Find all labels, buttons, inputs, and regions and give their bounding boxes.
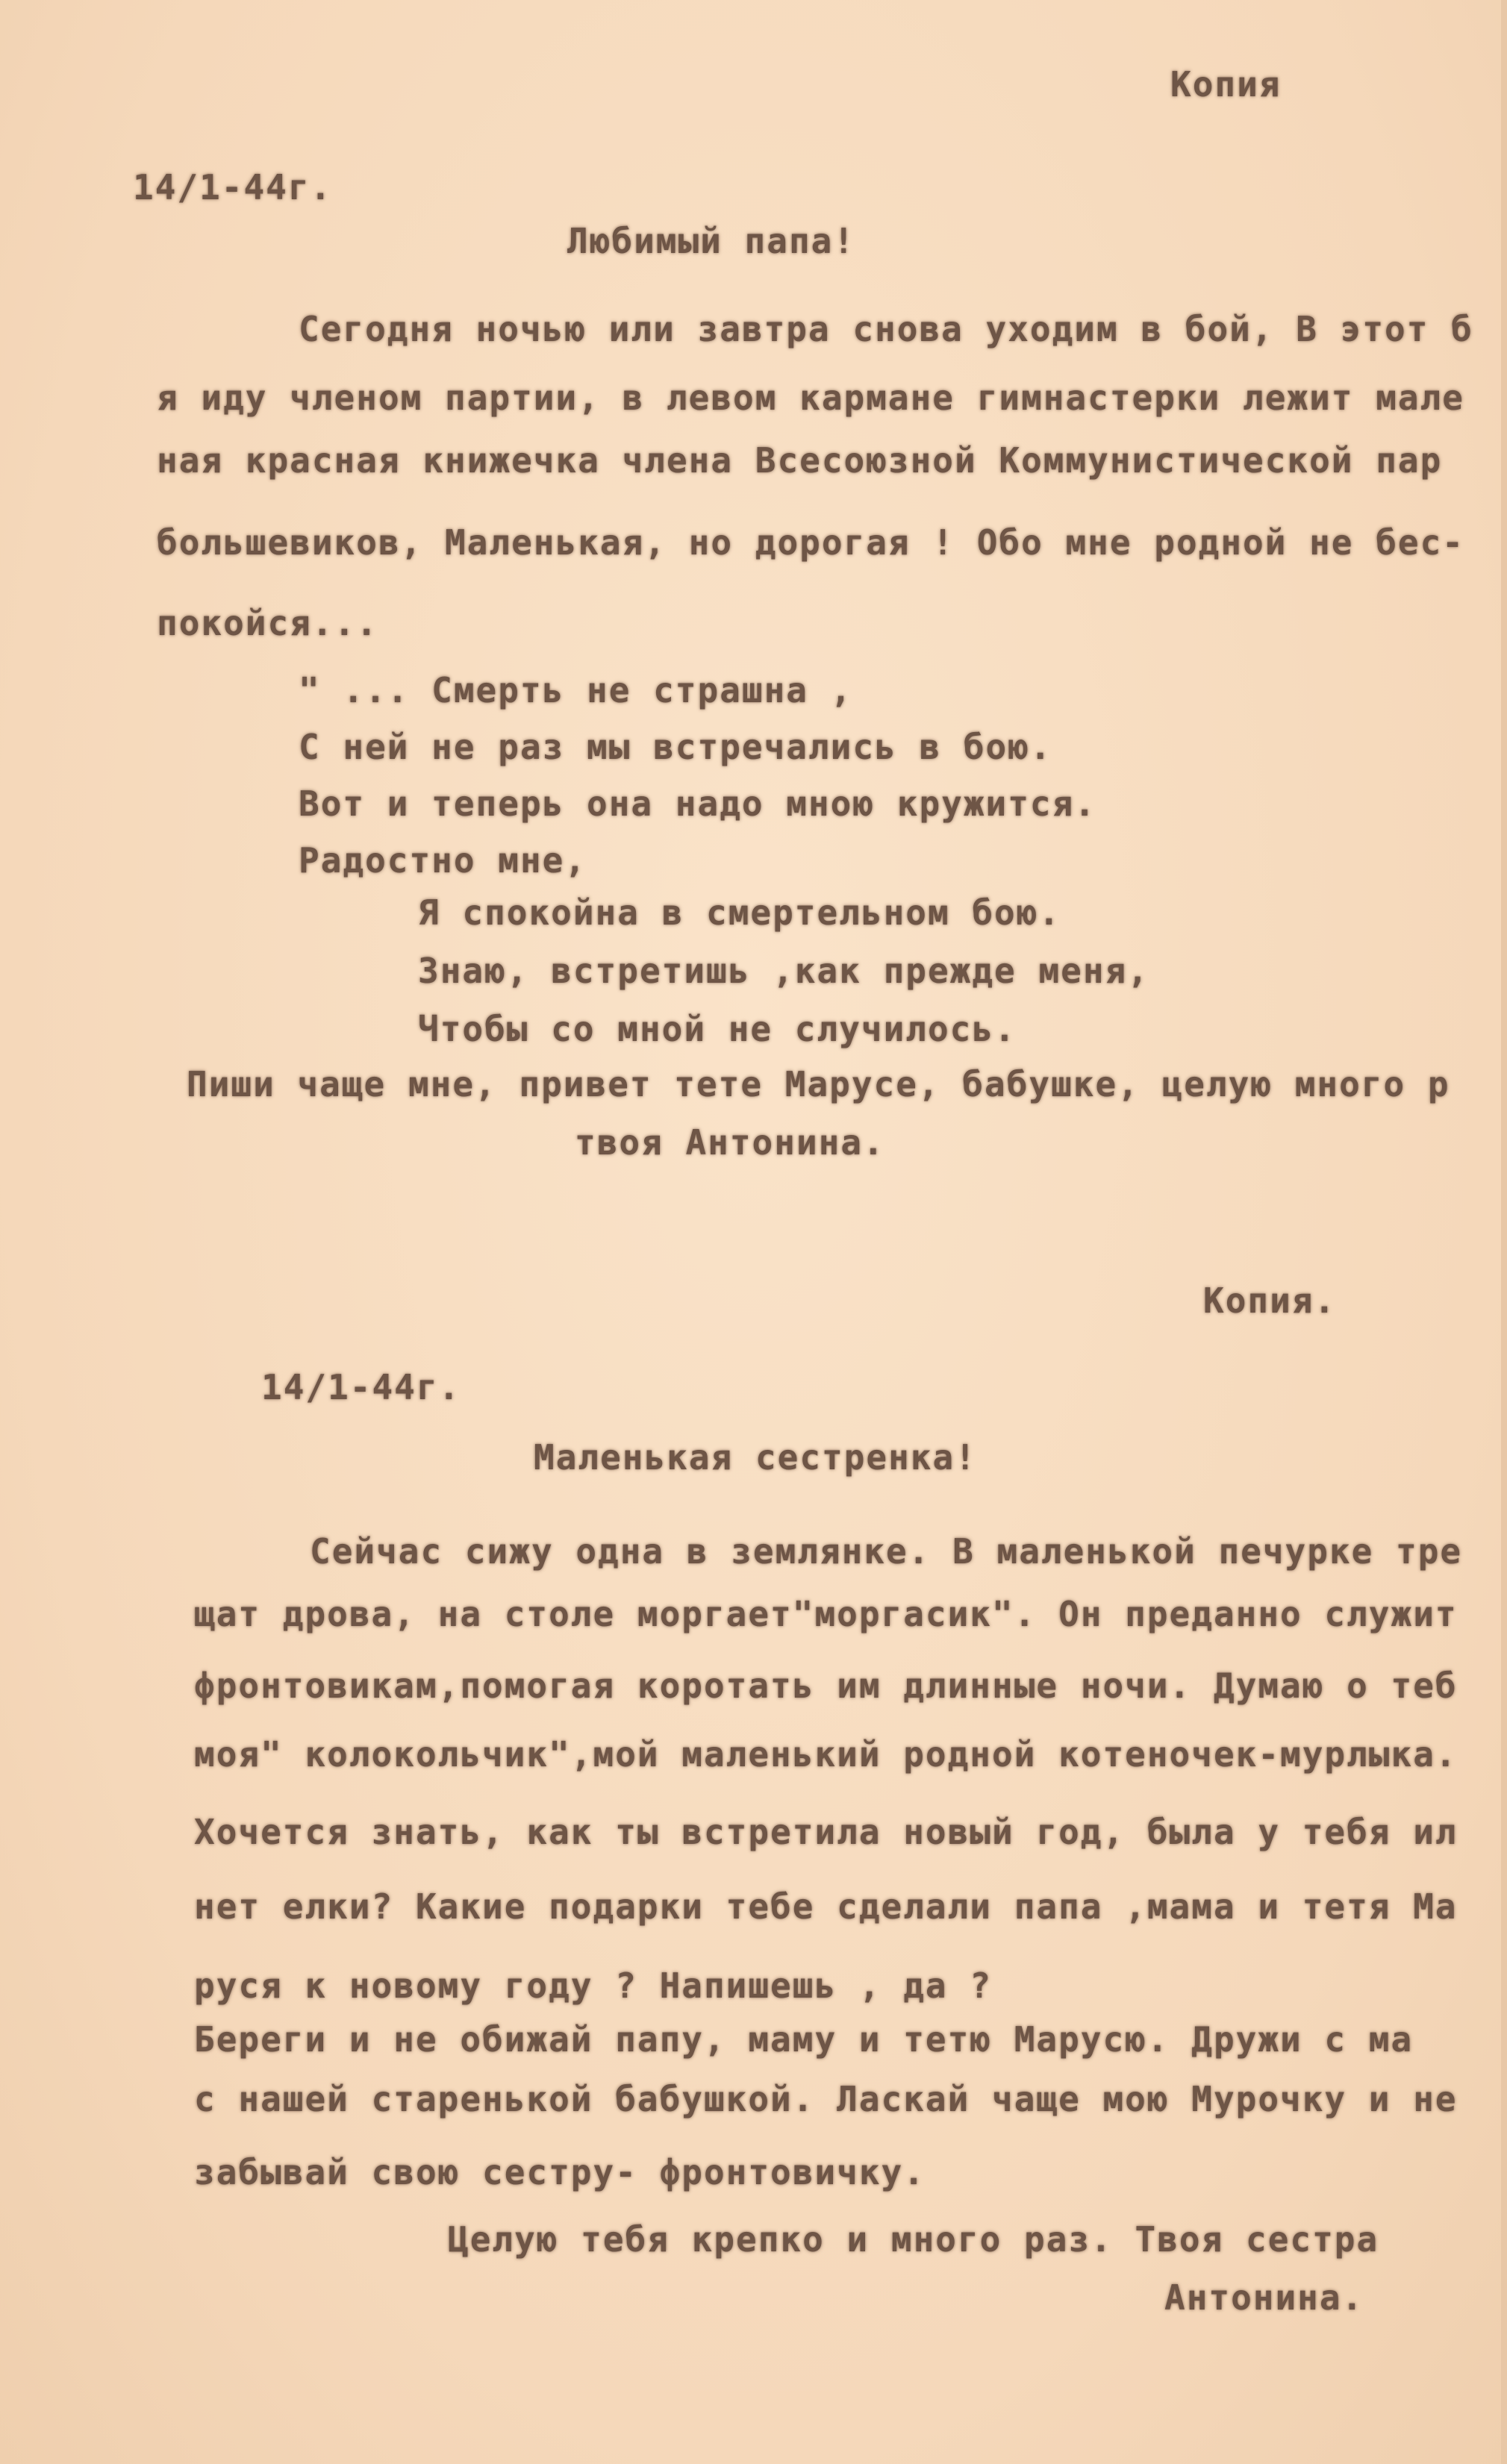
body-line: Сейчас сижу одна в землянке. В маленькой печурке тре	[310, 1531, 1463, 1572]
body-line: моя" колокольчик",мой маленький родной котеночек-мурлыка.	[194, 1734, 1458, 1774]
letter-date: 14/1-44г.	[133, 167, 333, 207]
body-line: с нашей старенькой бабушкой. Ласкай чаще мою Мурочку и не	[194, 2079, 1458, 2119]
letter-closing: Пиши чаще мне, привет тете Марусе, бабушке, целую много р	[187, 1064, 1450, 1104]
body-line: фронтовикам,помогая коротать им длинные ночи. Думаю о теб	[194, 1666, 1458, 1706]
letter-signature: твоя Антонина.	[575, 1122, 885, 1163]
body-line: большевиков, Маленькая, но дорогая ! Обо мне родной не бес-	[157, 522, 1464, 563]
letter-signature: Антонина.	[1164, 2277, 1364, 2318]
letter-salutation: Любимый папа!	[567, 221, 856, 261]
poem-line: Я спокойна в смертельном бою.	[418, 892, 1061, 933]
body-line: ная красная книжечка члена Всесоюзной Коммунистической пар	[157, 440, 1443, 481]
letter-closing: Целую тебя крепко и много раз. Твоя сестра	[448, 2219, 1379, 2260]
poem-line: Знаю, встретишь ,как прежде меня,	[418, 951, 1149, 991]
copy-label: Копия.	[1203, 1281, 1337, 1321]
poem-line: " ... Смерть не страшна ,	[299, 670, 853, 710]
body-line: забывай свою сестру- фронтовичку.	[194, 2152, 926, 2192]
body-line: покойся...	[157, 603, 378, 643]
poem-line: Радостно мне,	[299, 840, 587, 881]
copy-label: Копия	[1170, 64, 1282, 104]
poem-line: С ней не раз мы встречались в бою.	[299, 727, 1052, 767]
body-line: Хочется знать, как ты встретила новый год, была у тебя ил	[194, 1812, 1458, 1852]
letter-date: 14/1-44г.	[261, 1367, 461, 1407]
body-line: щат дрова, на столе моргает"моргасик". Он преданно служит	[194, 1594, 1458, 1634]
poem-line: Чтобы со мной не случилось.	[418, 1009, 1017, 1049]
poem-line: Вот и теперь она надо мною кружится.	[299, 784, 1096, 824]
body-line: Сегодня ночью или завтра снова уходим в бой, В этот б	[299, 309, 1473, 349]
letter-salutation: Маленькая сестренка!	[534, 1437, 977, 1478]
body-line: я иду членом партии, в левом кармане гимнастерки лежит мале	[157, 378, 1464, 418]
body-line: руся к новому году ? Напишешь , да ?	[194, 1966, 992, 2006]
body-line: Береги и не обижай папу, маму и тетю Марусю. Дружи с ма	[194, 2019, 1414, 2060]
body-line: нет елки? Какие подарки тебе сделали папа ,мама и тетя Ма	[194, 1886, 1458, 1927]
page-edge	[1501, 0, 1507, 2464]
